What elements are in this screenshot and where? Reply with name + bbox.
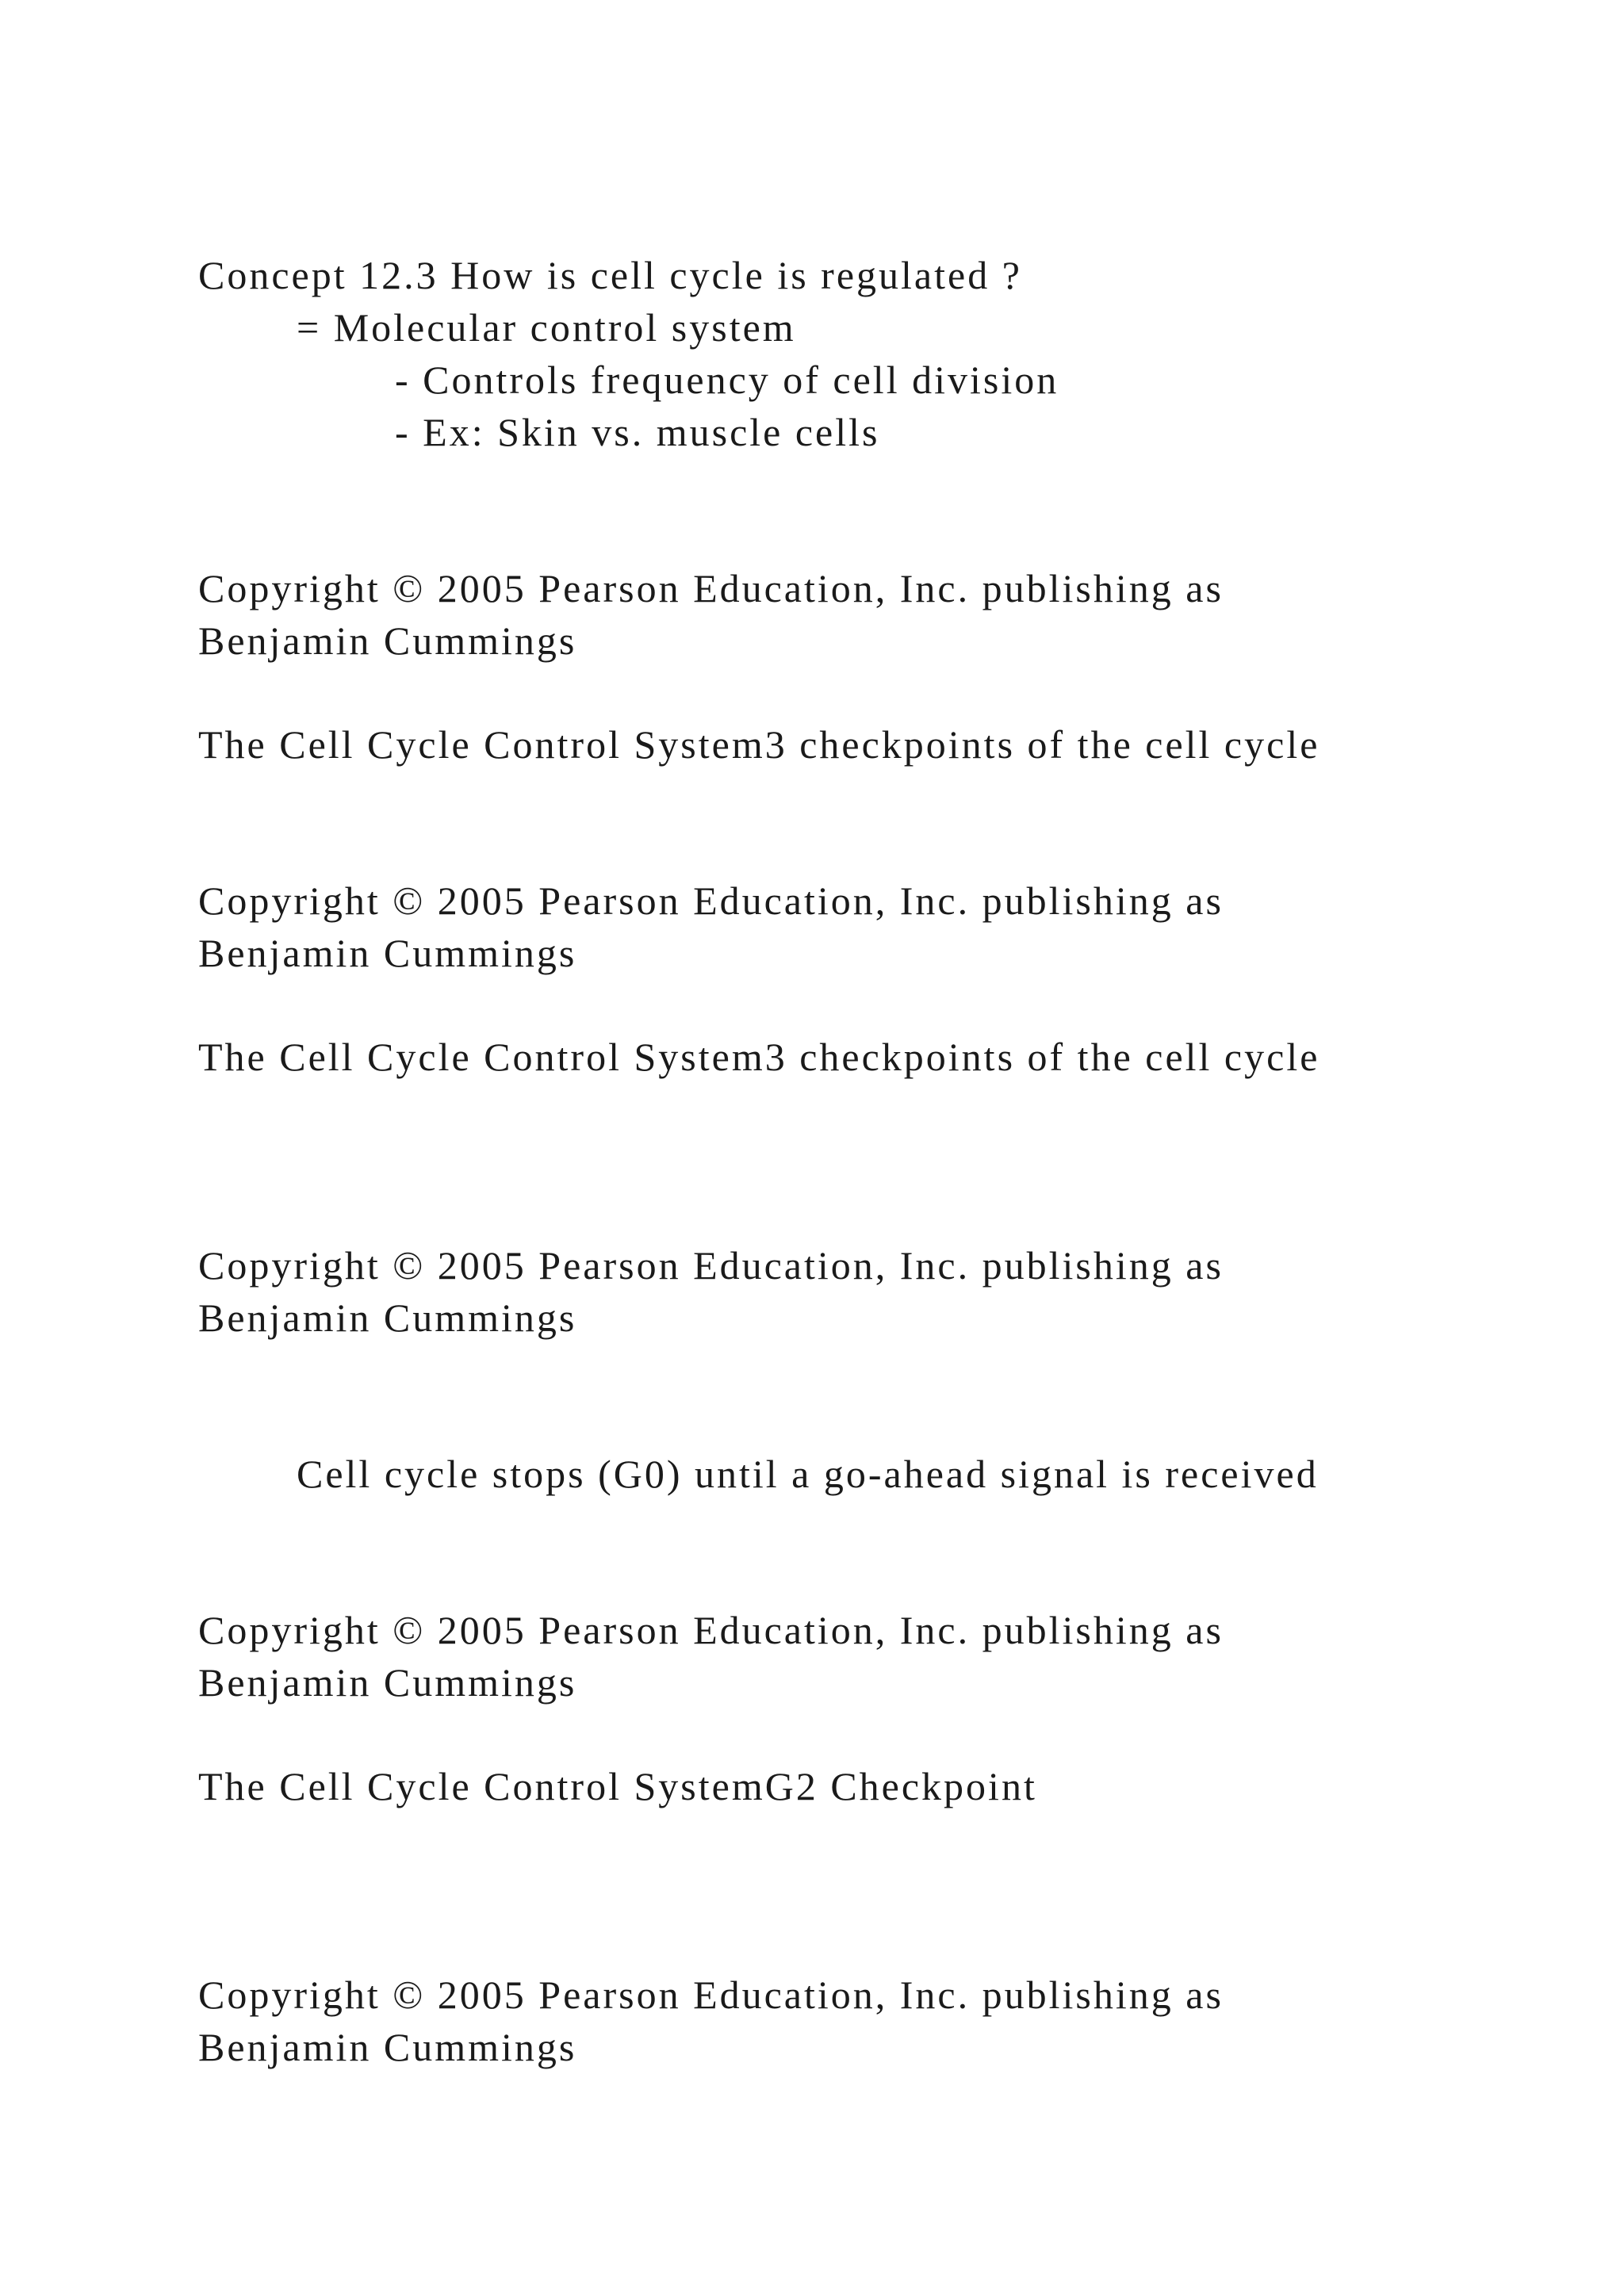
copyright-publisher: Benjamin Cummings [198,1295,577,1340]
copyright-publisher: Benjamin Cummings [198,2025,577,2069]
g0-note: Cell cycle stops (G0) until a go-ahead signal is received [297,1452,1319,1496]
section-title: The Cell Cycle Control SystemG2 Checkpoint [198,1764,1037,1808]
copyright-line: Copyright © 2005 Pearson Education, Inc. publishing as [198,1608,1224,1652]
concept-subpoint-example: - Ex: Skin vs. muscle cells [395,410,880,454]
copyright-line: Copyright © 2005 Pearson Education, Inc. publishing as [198,1973,1224,2017]
copyright-publisher: Benjamin Cummings [198,1660,577,1705]
copyright-line: Copyright © 2005 Pearson Education, Inc. publishing as [198,1243,1224,1288]
concept-subpoint-frequency: - Controls frequency of cell division [395,358,1059,402]
concept-heading: Concept 12.3 How is cell cycle is regulated ? [198,253,1022,297]
concept-subpoint-control-system: = Molecular control system [297,305,796,350]
copyright-publisher: Benjamin Cummings [198,931,577,975]
copyright-line: Copyright © 2005 Pearson Education, Inc. publishing as [198,566,1224,610]
copyright-line: Copyright © 2005 Pearson Education, Inc. publishing as [198,878,1224,923]
copyright-publisher: Benjamin Cummings [198,618,577,663]
section-title: The Cell Cycle Control System3 checkpoints of the cell cycle [198,722,1320,767]
section-title: The Cell Cycle Control System3 checkpoints of the cell cycle [198,1035,1320,1079]
